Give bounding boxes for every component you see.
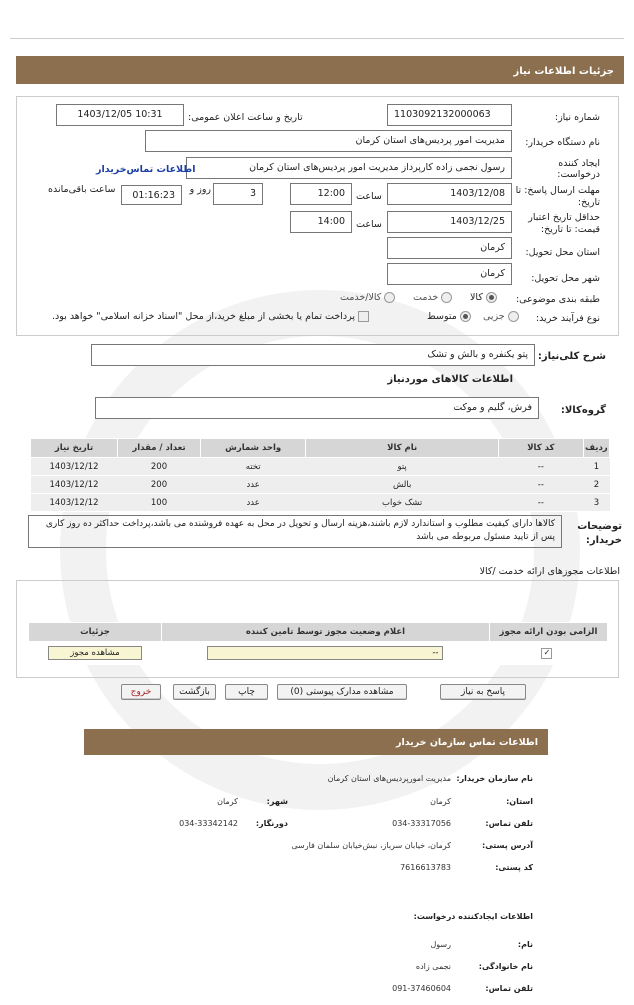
page-header bbox=[16, 56, 624, 84]
announce-label: تاریخ و ساعت اعلان عمومی: bbox=[188, 112, 303, 123]
price-date-field: 1403/12/25 bbox=[387, 211, 512, 233]
category-label: طبقه بندی موضوعی: bbox=[515, 294, 600, 305]
table-row bbox=[29, 642, 608, 665]
col-name: نام کالا bbox=[306, 439, 498, 458]
category-option-goods-service[interactable] bbox=[340, 292, 395, 303]
exit-button[interactable]: خروج bbox=[121, 684, 161, 700]
reply-time-field: 12:00 bbox=[290, 183, 352, 205]
row-unit: تخته bbox=[200, 458, 305, 476]
col-unit: واحد شمارش bbox=[200, 439, 305, 458]
row-index: 3 bbox=[583, 494, 609, 512]
creator-field: رسول نجمی زاده کارپرداز مدیریت امور پردیس‌های استان کرمان bbox=[186, 157, 512, 179]
creator-family-label: نام خانوادگی: bbox=[478, 962, 533, 971]
creator-label: ایجاد کننده درخواست: bbox=[557, 158, 600, 180]
creator-name-label: نام: bbox=[517, 940, 533, 949]
reply-button[interactable]: پاسخ به نیاز bbox=[440, 684, 526, 700]
row-code: -- bbox=[498, 458, 583, 476]
remaining-label: ساعت باقی‌مانده bbox=[48, 184, 116, 195]
contact-city-label: شهر: bbox=[266, 797, 288, 806]
contact-address-value: کرمان، خیابان سرباز، نبش‌خیابان سلمان فارسی bbox=[291, 841, 451, 850]
required-cell bbox=[489, 642, 607, 665]
contact-header bbox=[84, 729, 548, 755]
permits-table bbox=[28, 622, 608, 665]
attachments-button[interactable]: مشاهده مدارک پیوستی (0) bbox=[277, 684, 407, 700]
details-cell bbox=[29, 642, 162, 665]
top-divider bbox=[10, 38, 624, 39]
creator-name-value: رسول bbox=[430, 940, 451, 949]
items-header-row bbox=[31, 439, 610, 458]
org-name-value: مدیریت امورپردیس‌های استان کرمان bbox=[327, 774, 451, 783]
contact-fax-label: دورنگار: bbox=[255, 819, 288, 828]
table-row bbox=[31, 476, 610, 494]
col-details: جزئیات bbox=[29, 623, 162, 642]
row-index: 1 bbox=[583, 458, 609, 476]
contact-phone-label: تلفن تماس: bbox=[485, 819, 533, 828]
view-permit-button[interactable]: مشاهده مجوز bbox=[48, 646, 142, 660]
row-code: -- bbox=[498, 494, 583, 512]
description-label: شرح کلی‌نیاز: bbox=[537, 351, 606, 362]
contact-postal-value: 7616613783 bbox=[400, 863, 451, 872]
reply-deadline-label: مهلت ارسال پاسخ: تا تاریخ: bbox=[515, 185, 600, 208]
process-option-medium[interactable] bbox=[427, 311, 471, 322]
creator-phone-value: 091-37460604 bbox=[392, 984, 451, 993]
row-qty: 200 bbox=[118, 458, 201, 476]
radio-icon bbox=[486, 292, 497, 303]
radio-icon bbox=[441, 292, 452, 303]
checkbox-icon[interactable]: ✓ bbox=[541, 648, 552, 659]
items-table bbox=[30, 438, 610, 512]
creator-phone-label: تلفن تماس: bbox=[485, 984, 533, 993]
price-time-label: ساعت bbox=[356, 219, 382, 230]
category-option-service[interactable] bbox=[413, 292, 452, 303]
remaining-time-field: 01:16:23 bbox=[121, 185, 182, 205]
goods-group-label: گروه‌کالا: bbox=[560, 405, 606, 416]
announce-field: 1403/12/05 10:31 bbox=[56, 104, 184, 126]
city-label: شهر محل تحویل: bbox=[531, 273, 600, 284]
goods-group-field: فرش، گلیم و موکت bbox=[95, 397, 539, 419]
contact-title: اطلاعات تماس سازمان خریدار bbox=[395, 737, 538, 748]
row-date: 1403/12/12 bbox=[31, 458, 118, 476]
price-time-field: 14:00 bbox=[290, 211, 352, 233]
buyer-org-field: مدیریت امور پردیس‌های استان کرمان bbox=[145, 130, 512, 152]
row-name: بالش bbox=[306, 476, 498, 494]
row-unit: عدد bbox=[200, 476, 305, 494]
row-date: 1403/12/12 bbox=[31, 476, 118, 494]
row-name: پتو bbox=[306, 458, 498, 476]
checkbox-icon bbox=[358, 311, 369, 322]
category-option-goods[interactable] bbox=[470, 292, 497, 303]
payment-note: پرداخت تمام یا بخشی از مبلغ خرید،از محل "اسناد خزانه اسلامی" خواهد بود. bbox=[52, 311, 355, 322]
process-option-label: جزیی bbox=[483, 311, 505, 322]
contact-phone-value: 034-33317056 bbox=[392, 819, 451, 828]
col-status: اعلام وضعیت مجوز توسط تامین کننده bbox=[161, 623, 489, 642]
row-qty: 200 bbox=[118, 476, 201, 494]
buyer-org-label: نام دستگاه خریدار: bbox=[525, 137, 600, 148]
process-label: نوع فرآیند خرید: bbox=[535, 313, 600, 324]
process-option-label: متوسط bbox=[427, 311, 457, 322]
need-number-field: 1103092132000063 bbox=[387, 104, 512, 126]
radio-icon bbox=[384, 292, 395, 303]
contact-address-label: آدرس پستی: bbox=[482, 841, 533, 850]
row-unit: عدد bbox=[200, 494, 305, 512]
treasury-payment-option[interactable] bbox=[52, 311, 369, 322]
row-index: 2 bbox=[583, 476, 609, 494]
reply-date-field: 1403/12/08 bbox=[387, 183, 512, 205]
col-row: ردیف bbox=[583, 439, 609, 458]
description-field: پتو یکنفره و بالش و تشک bbox=[91, 344, 535, 366]
status-cell bbox=[161, 642, 489, 665]
radio-icon bbox=[460, 311, 471, 322]
day-label: روز و bbox=[189, 184, 211, 195]
col-date: تاریخ نیاز bbox=[31, 439, 118, 458]
contact-province-label: استان: bbox=[506, 797, 533, 806]
col-code: کد کالا bbox=[498, 439, 583, 458]
buyer-notes-field: کالاها دارای کیفیت مطلوب و استاندارد لازم باشند،هزینه ارسال و تحویل در محل به عهده فروشنده می باشد،پرداخت حداکثر ده روز کاری پس از تایید مسئول مربوطه می باشد bbox=[28, 515, 562, 548]
days-field: 3 bbox=[213, 183, 263, 205]
need-number-label: شماره نیاز: bbox=[554, 112, 600, 123]
org-name-label: نام سازمان خریدار: bbox=[456, 774, 533, 783]
table-row bbox=[31, 458, 610, 476]
row-code: -- bbox=[498, 476, 583, 494]
permits-title: اطلاعات مجوزهای ارائه خدمت /کالا bbox=[479, 566, 620, 577]
price-validity-label: حداقل تاریخ اعتبار قیمت: تا تاریخ: bbox=[528, 212, 600, 235]
category-option-label: کالا bbox=[470, 292, 483, 303]
back-button[interactable]: بازگشت bbox=[173, 684, 216, 700]
category-option-label: کالا/خدمت bbox=[340, 292, 382, 303]
goods-info-title: اطلاعات کالاهای موردنیاز bbox=[387, 374, 513, 385]
contact-province-value: کرمان bbox=[430, 797, 451, 806]
row-qty: 100 bbox=[118, 494, 201, 512]
radio-icon bbox=[508, 311, 519, 322]
process-option-minor[interactable] bbox=[483, 311, 519, 322]
city-field: کرمان bbox=[387, 263, 512, 285]
contact-fax-value: 034-33342142 bbox=[179, 819, 238, 828]
page-title: جزئیات اطلاعات نیاز bbox=[513, 66, 614, 77]
col-required: الزامی بودن ارائه مجوز bbox=[489, 623, 607, 642]
creator-info-title: اطلاعات ایجادکننده درخواست: bbox=[413, 912, 533, 921]
col-qty: تعداد / مقدار bbox=[118, 439, 201, 458]
contact-city-value: کرمان bbox=[217, 797, 238, 806]
creator-family-value: نجمی زاده bbox=[415, 962, 451, 971]
table-row bbox=[31, 494, 610, 512]
buyer-notes-label: توضیحات خریدار: bbox=[577, 521, 622, 546]
row-date: 1403/12/12 bbox=[31, 494, 118, 512]
category-option-label: خدمت bbox=[413, 292, 439, 303]
province-field: کرمان bbox=[387, 237, 512, 259]
contact-postal-label: کد پستی: bbox=[495, 863, 533, 872]
contact-buyer-link[interactable]: اطلاعات تماس‌خریدار bbox=[96, 164, 196, 175]
permits-header-row bbox=[29, 623, 608, 642]
permit-status-field[interactable]: -- bbox=[207, 646, 443, 660]
province-label: استان محل تحویل: bbox=[525, 247, 600, 258]
reply-time-label: ساعت bbox=[356, 191, 382, 202]
row-name: تشک خواب bbox=[306, 494, 498, 512]
print-button[interactable]: چاپ bbox=[225, 684, 268, 700]
